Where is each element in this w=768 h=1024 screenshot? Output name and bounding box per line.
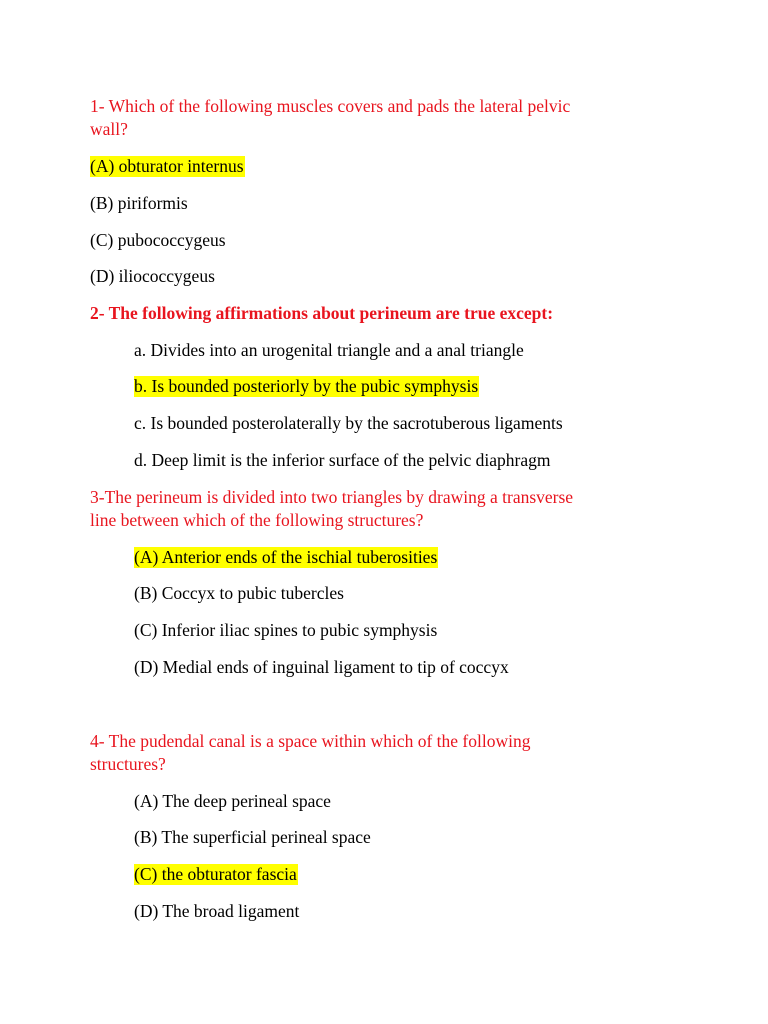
highlighted-answer: b. Is bounded posteriorly by the pubic symphysis: [134, 376, 479, 396]
question-1-option-a: [90, 155, 245, 177]
question-4-option-b: (B) The superficial perineal space: [134, 827, 371, 847]
question-2-text: 2- The following affirmations about perineum are true except:: [90, 303, 554, 323]
question-4-text-line-1: 4- The pudendal canal is a space within which of the following: [90, 731, 531, 751]
question-2-option-d: d. Deep limit is the inferior surface of the pelvic diaphragm: [134, 450, 551, 470]
question-4-text-line-2: structures?: [90, 754, 166, 774]
question-4-option-d: (D) The broad ligament: [134, 901, 300, 921]
question-2-option-c: c. Is bounded posterolaterally by the sacrotuberous ligaments: [134, 413, 563, 433]
question-1-text-line-1: 1- Which of the following muscles covers and pads the lateral pelvic: [90, 96, 571, 116]
question-2-option-b: [134, 375, 479, 397]
question-2-option-a: a. Divides into an urogenital triangle and a anal triangle: [134, 340, 524, 360]
question-1-option-d: (D) iliococcygeus: [90, 266, 215, 286]
question-3-option-c: (C) Inferior iliac spines to pubic symphysis: [134, 620, 438, 640]
question-3-option-a: [134, 546, 438, 568]
highlighted-answer: (A) obturator internus: [90, 156, 244, 176]
question-1-option-b: (B) piriformis: [90, 193, 188, 213]
question-3-text-line-2: line between which of the following structures?: [90, 510, 424, 530]
question-3-option-d: (D) Medial ends of inguinal ligament to tip of coccyx: [134, 657, 509, 677]
highlighted-answer: (A) Anterior ends of the ischial tuberosities: [134, 547, 438, 567]
highlighted-answer: (C) the obturator fascia: [134, 864, 297, 884]
question-1-text-line-2: wall?: [90, 119, 128, 139]
question-4-option-c: [134, 863, 298, 885]
question-1-option-c: (C) pubococcygeus: [90, 230, 226, 250]
question-3-text-line-1: 3-The perineum is divided into two triangles by drawing a transverse: [90, 487, 574, 507]
question-4-option-a: (A) The deep perineal space: [134, 791, 331, 811]
question-3-option-b: (B) Coccyx to pubic tubercles: [134, 583, 344, 603]
